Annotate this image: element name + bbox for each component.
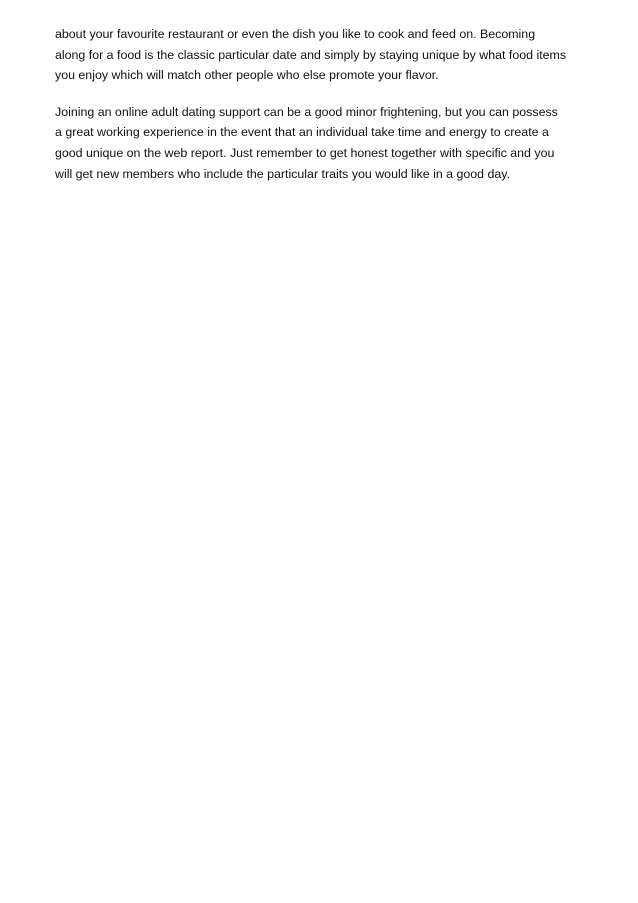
paragraph-1 [55,24,595,86]
paragraph-2 [55,102,595,184]
text-line: good unique on the web report. Just remember to get honest together with specific and you [55,145,555,160]
text-line: Joining an online adult dating support can be a good minor frightening, but you can possess [55,104,558,119]
text-line: will get new members who include the particular traits you would like in a good day. [55,166,511,181]
text-line: you enjoy which will match other people who else promote your flavor. [55,68,439,83]
body-text [55,24,595,184]
paragraph-spacer [55,86,595,102]
text-line: about your favourite restaurant or even the dish you like to cook and feed on. Becoming [55,27,536,41]
text-line: a great working experience in the event that an individual take time and energy to create a [55,125,549,140]
text-line: along for a food is the classic particular date and simply by staying unique by what food items [55,47,567,62]
